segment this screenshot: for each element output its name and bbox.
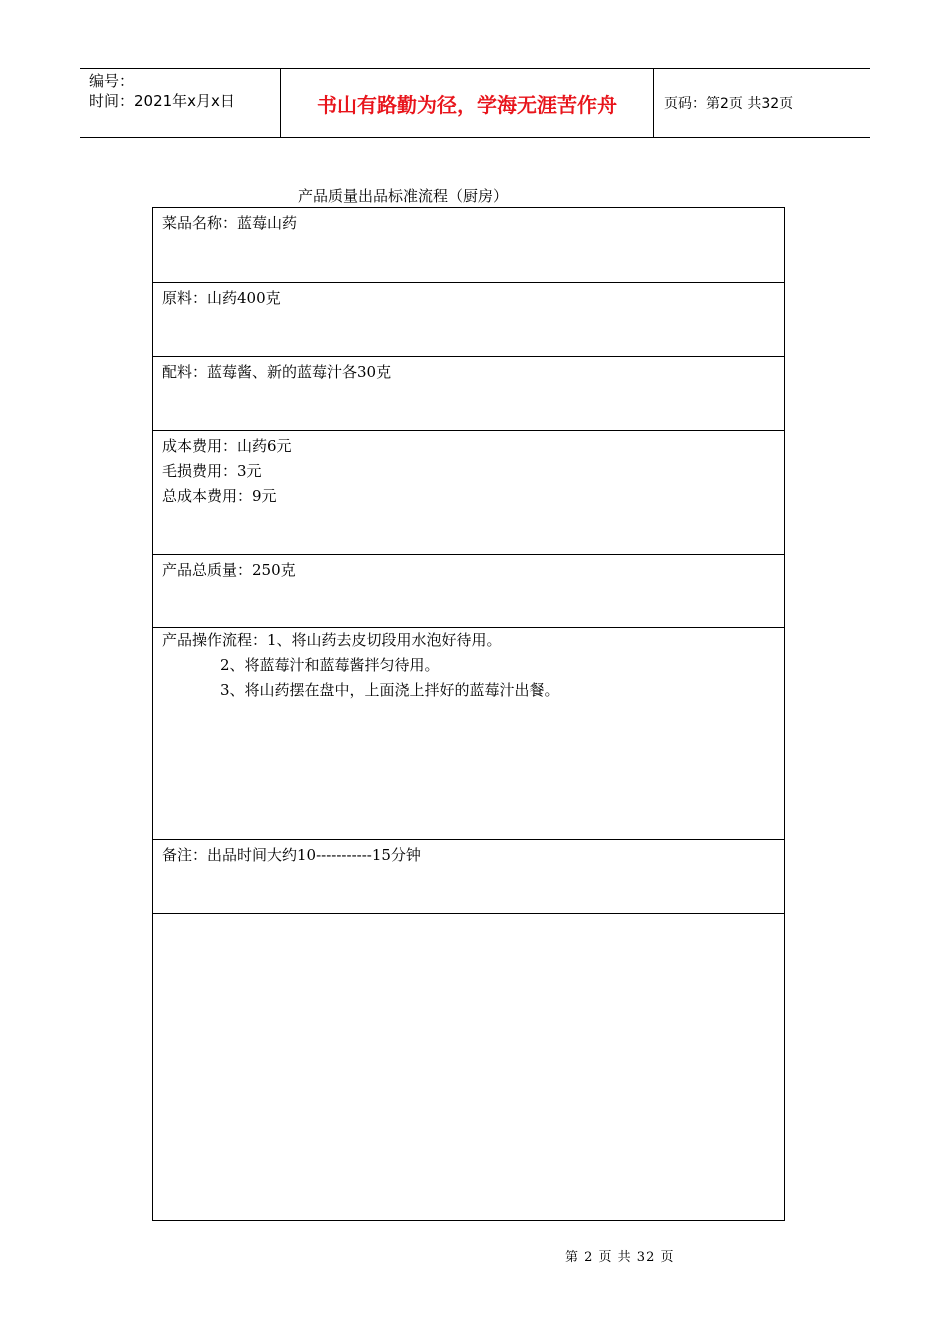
row-cost — [153, 431, 784, 555]
remark: 备注：出品时间大约10-----------15分钟 — [162, 846, 421, 864]
header-page-code: 页码：第2页 共32页 — [664, 96, 794, 112]
row-dish-name — [153, 208, 784, 283]
cost-line: 成本费用：山药6元 — [162, 437, 292, 455]
step-1: 产品操作流程：1、将山药去皮切段用水泡好待用。 — [162, 631, 502, 649]
page-header — [80, 68, 870, 138]
recipe-form — [152, 207, 785, 1221]
step-2: 2、将蓝莓汁和蓝莓酱拌匀待用。 — [220, 656, 440, 674]
row-total-weight — [153, 555, 784, 628]
time-label: 时间：2021年x月x日 — [89, 92, 235, 110]
step-3: 3、将山药摆在盘中，上面浇上拌好的蓝莓汁出餐。 — [220, 681, 560, 699]
row-blank — [153, 914, 784, 1220]
row-steps — [153, 628, 784, 840]
total-weight: 产品总质量：250克 — [162, 561, 296, 579]
number-label: 编号： — [89, 72, 135, 90]
loss-line: 毛损费用：3元 — [162, 462, 262, 480]
auxiliary-ingredient: 配料：蓝莓酱、新的蓝莓汁各30克 — [162, 363, 392, 381]
document-title: 产品质量出品标准流程（厨房） — [298, 187, 509, 205]
dish-name: 菜品名称：蓝莓山药 — [162, 214, 298, 232]
header-motto: 书山有路勤为径，学海无涯苦作舟 — [281, 69, 654, 137]
page-footer: 第 2 页 共 32 页 — [565, 1250, 675, 1265]
row-main-ingredient — [153, 283, 784, 357]
main-ingredient: 原料：山药400克 — [162, 289, 281, 307]
row-remark — [153, 840, 784, 914]
header-info-cell — [80, 69, 281, 137]
row-auxiliary — [153, 357, 784, 431]
total-cost-line: 总成本费用：9元 — [162, 487, 277, 505]
